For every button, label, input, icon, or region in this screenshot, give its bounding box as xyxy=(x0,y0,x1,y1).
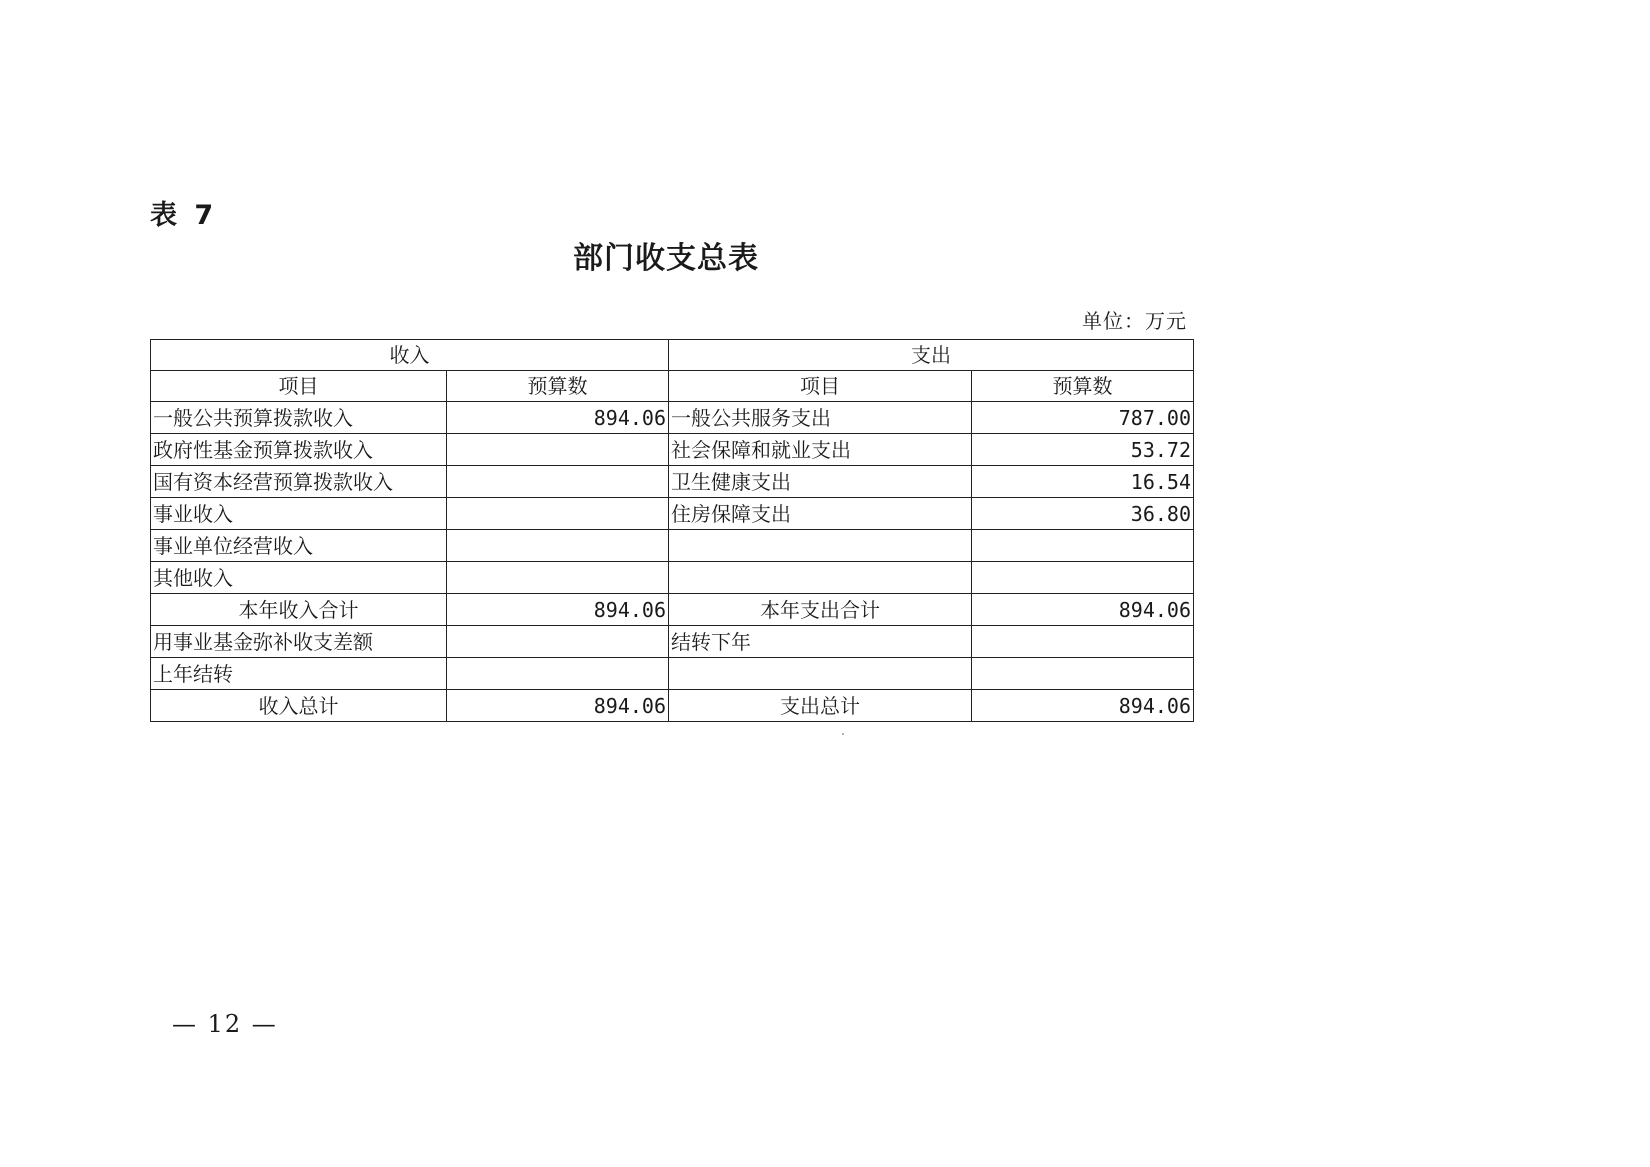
income-group-header: 收入 xyxy=(151,340,669,371)
expense-value-cell: 36.80 xyxy=(972,498,1194,530)
subtotal-row xyxy=(151,594,1194,626)
expense-item-cell xyxy=(669,658,972,690)
income-item-cell: 国有资本经营预算拨款收入 xyxy=(151,466,447,498)
expense-budget-column-header: 预算数 xyxy=(972,371,1194,402)
income-item-cell: 事业单位经营收入 xyxy=(151,530,447,562)
table-column-header-row xyxy=(151,371,1194,402)
income-value-cell xyxy=(447,466,669,498)
income-budget-column-header: 预算数 xyxy=(447,371,669,402)
expense-value-cell xyxy=(972,530,1194,562)
expense-item-column-header: 项目 xyxy=(669,371,972,402)
table-row xyxy=(151,402,1194,434)
expense-value-cell xyxy=(972,658,1194,690)
expense-subtotal-value: 894.06 xyxy=(972,594,1194,626)
expense-value-cell xyxy=(972,626,1194,658)
income-value-cell: 894.06 xyxy=(447,402,669,434)
expense-item-cell xyxy=(669,530,972,562)
expense-value-cell: 16.54 xyxy=(972,466,1194,498)
income-total-label: 收入总计 xyxy=(151,690,447,722)
expense-subtotal-label: 本年支出合计 xyxy=(669,594,972,626)
table-group-header-row xyxy=(151,340,1194,371)
income-total-value: 894.06 xyxy=(447,690,669,722)
table-row xyxy=(151,658,1194,690)
income-item-cell: 其他收入 xyxy=(151,562,447,594)
grand-total-row xyxy=(151,690,1194,722)
expense-group-header: 支出 xyxy=(669,340,1194,371)
expense-total-label: 支出总计 xyxy=(669,690,972,722)
table-row xyxy=(151,530,1194,562)
income-value-cell xyxy=(447,498,669,530)
income-item-column-header: 项目 xyxy=(151,371,447,402)
expense-item-cell: 住房保障支出 xyxy=(669,498,972,530)
expense-value-cell: 53.72 xyxy=(972,434,1194,466)
income-subtotal-value: 894.06 xyxy=(447,594,669,626)
expense-value-cell xyxy=(972,562,1194,594)
expense-item-cell: 一般公共服务支出 xyxy=(669,402,972,434)
income-value-cell xyxy=(447,626,669,658)
income-item-cell: 事业收入 xyxy=(151,498,447,530)
scan-speck xyxy=(842,733,844,735)
income-value-cell xyxy=(447,434,669,466)
income-value-cell xyxy=(447,562,669,594)
expense-item-cell xyxy=(669,562,972,594)
expense-item-cell: 卫生健康支出 xyxy=(669,466,972,498)
income-item-cell: 用事业基金弥补收支差额 xyxy=(151,626,447,658)
table-row xyxy=(151,626,1194,658)
income-expense-summary-table xyxy=(150,339,1194,722)
table-row xyxy=(151,466,1194,498)
document-title: 部门收支总表 xyxy=(573,241,759,276)
income-value-cell xyxy=(447,530,669,562)
table-row xyxy=(151,498,1194,530)
income-item-cell: 上年结转 xyxy=(151,658,447,690)
income-subtotal-label: 本年收入合计 xyxy=(151,594,447,626)
table-number-label: 表 7 xyxy=(150,200,218,231)
expense-total-value: 894.06 xyxy=(972,690,1194,722)
expense-item-cell: 结转下年 xyxy=(669,626,972,658)
expense-value-cell: 787.00 xyxy=(972,402,1194,434)
unit-label: 单位：万元 xyxy=(1082,309,1187,333)
income-item-cell: 一般公共预算拨款收入 xyxy=(151,402,447,434)
expense-item-cell: 社会保障和就业支出 xyxy=(669,434,972,466)
page-number: — 12 — xyxy=(172,1010,278,1038)
income-value-cell xyxy=(447,658,669,690)
income-item-cell: 政府性基金预算拨款收入 xyxy=(151,434,447,466)
table-row xyxy=(151,562,1194,594)
table-row xyxy=(151,434,1194,466)
